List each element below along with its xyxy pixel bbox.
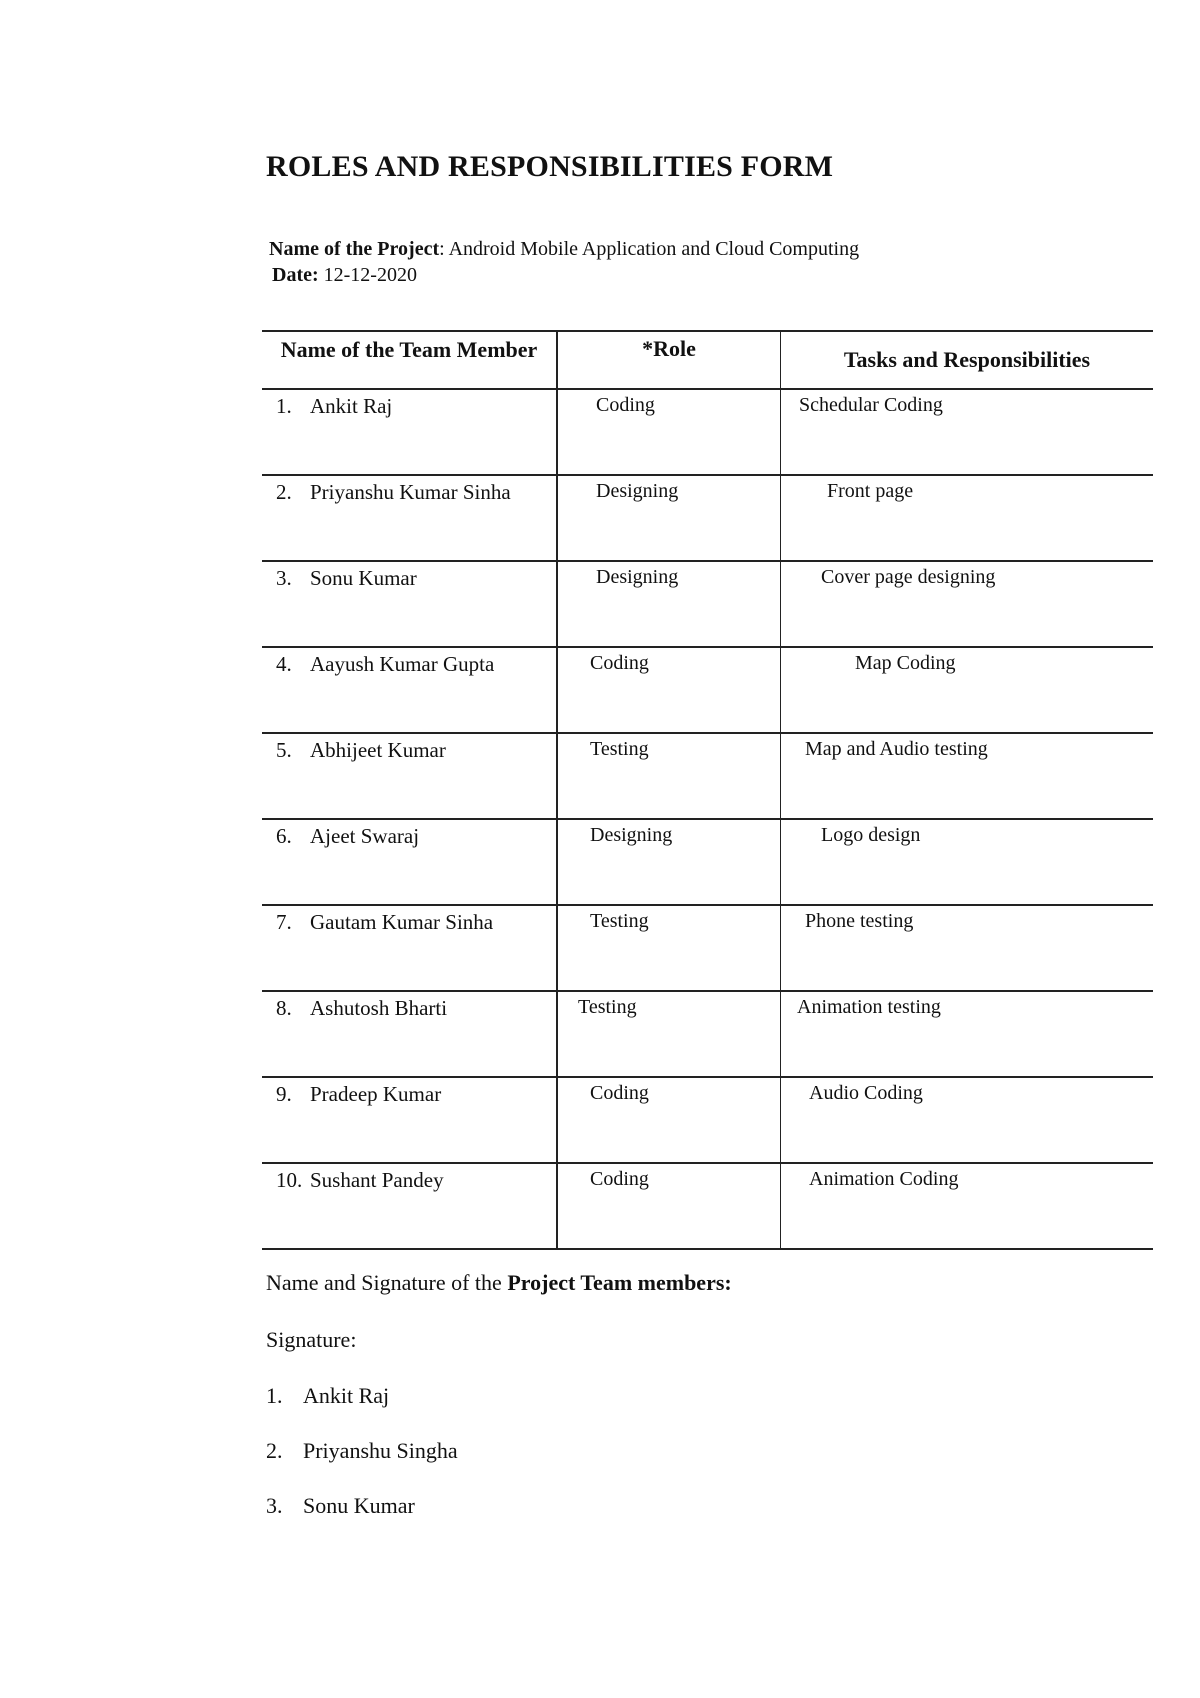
table-row <box>262 475 1153 561</box>
row-number: 7. <box>276 910 292 934</box>
signature-name: Priyanshu Singha <box>303 1438 458 1463</box>
table-row <box>262 1077 1153 1163</box>
task-cell: Cover page designing <box>781 561 1154 647</box>
row-number: 8. <box>276 996 292 1020</box>
table-header-row <box>262 331 1153 389</box>
member-cell <box>262 991 557 1077</box>
row-number: 5. <box>276 738 292 762</box>
signature-heading <box>266 1270 732 1296</box>
member-cell <box>262 475 557 561</box>
role-cell: Designing <box>557 475 781 561</box>
header-member-name: Name of the Team Member <box>262 331 557 389</box>
task-cell: Schedular Coding <box>781 389 1154 475</box>
row-number: 2. <box>276 480 292 504</box>
member-cell <box>262 561 557 647</box>
signature-label: Signature: <box>266 1327 357 1352</box>
role-cell: Testing <box>557 991 781 1077</box>
task-cell: Phone testing <box>781 905 1154 991</box>
header-role: *Role <box>557 331 781 389</box>
task-cell: Map and Audio testing <box>781 733 1154 819</box>
list-item <box>266 1492 458 1547</box>
role-cell: Coding <box>557 1077 781 1163</box>
signature-number: 3. <box>266 1493 283 1518</box>
project-label: Name of the Project <box>269 238 440 260</box>
role-cell: Coding <box>557 1163 781 1249</box>
table-row <box>262 819 1153 905</box>
roles-table <box>262 330 1153 1250</box>
row-number: 10. <box>276 1168 303 1192</box>
member-name: Priyanshu Kumar Sinha <box>310 480 511 504</box>
member-name: Ankit Raj <box>310 394 393 418</box>
member-name: Ajeet Swaraj <box>310 824 420 848</box>
table-row <box>262 1163 1153 1249</box>
row-number: 3. <box>276 566 292 590</box>
date-line <box>272 264 417 287</box>
member-cell <box>262 733 557 819</box>
header-tasks: Tasks and Responsibilities <box>781 331 1154 389</box>
table-row <box>262 389 1153 475</box>
date-label: Date: <box>272 264 319 286</box>
list-item <box>266 1382 458 1437</box>
date-value: 12-12-2020 <box>318 264 417 286</box>
task-cell: Animation testing <box>781 991 1154 1077</box>
role-cell: Testing <box>557 905 781 991</box>
task-cell: Audio Coding <box>781 1077 1154 1163</box>
signature-heading-prefix: Name and Signature of the <box>266 1270 508 1295</box>
task-cell: Animation Coding <box>781 1163 1154 1249</box>
task-cell: Front page <box>781 475 1154 561</box>
role-cell: Designing <box>557 819 781 905</box>
member-name: Sushant Pandey <box>310 1168 444 1192</box>
member-name: Gautam Kumar Sinha <box>310 910 494 934</box>
table-row <box>262 561 1153 647</box>
row-number: 9. <box>276 1082 292 1106</box>
signature-number: 2. <box>266 1438 283 1463</box>
row-number: 6. <box>276 824 292 848</box>
role-cell: Coding <box>557 647 781 733</box>
member-cell <box>262 647 557 733</box>
table-row <box>262 733 1153 819</box>
member-name: Abhijeet Kumar <box>310 738 446 762</box>
row-number: 4. <box>276 652 292 676</box>
role-cell: Testing <box>557 733 781 819</box>
table-row <box>262 647 1153 733</box>
task-cell: Map Coding <box>781 647 1154 733</box>
row-number: 1. <box>276 394 292 418</box>
member-cell <box>262 819 557 905</box>
project-value: : Android Mobile Application and Cloud Computing <box>439 238 860 260</box>
signature-name: Ankit Raj <box>303 1383 390 1408</box>
member-name: Ashutosh Bharti <box>310 996 448 1020</box>
form-title: ROLES AND RESPONSIBILITIES FORM <box>266 150 834 183</box>
member-cell <box>262 1077 557 1163</box>
role-cell: Coding <box>557 389 781 475</box>
member-name: Aayush Kumar Gupta <box>310 652 495 676</box>
signature-name: Sonu Kumar <box>303 1493 415 1518</box>
member-cell <box>262 1163 557 1249</box>
signature-heading-bold: Project Team members: <box>507 1270 732 1295</box>
signature-list <box>266 1382 458 1547</box>
signature-number: 1. <box>266 1383 283 1408</box>
project-line <box>269 238 859 261</box>
role-cell: Designing <box>557 561 781 647</box>
list-item <box>266 1437 458 1492</box>
member-cell <box>262 389 557 475</box>
member-name: Sonu Kumar <box>310 566 417 590</box>
table-row <box>262 905 1153 991</box>
task-cell: Logo design <box>781 819 1154 905</box>
member-name: Pradeep Kumar <box>310 1082 442 1106</box>
table-row <box>262 991 1153 1077</box>
member-cell <box>262 905 557 991</box>
